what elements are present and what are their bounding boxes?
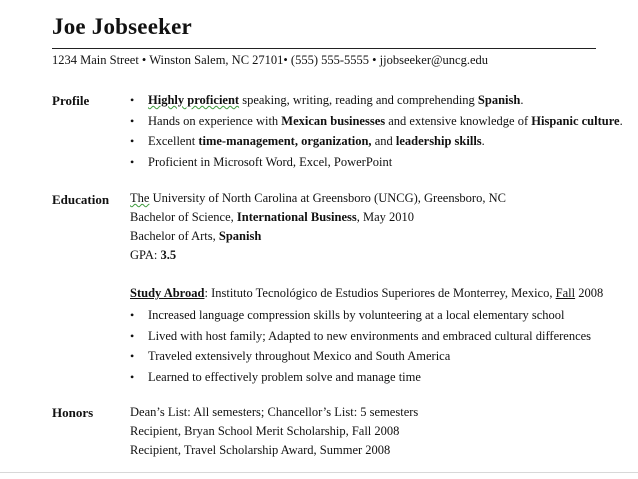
bullet-icon: • (130, 308, 135, 322)
profile-item-text: . (619, 113, 623, 128)
education-school-name: University of North Carolina at Greensboro (UNCG), Greensboro, NC (149, 191, 506, 205)
study-abroad-item (130, 305, 591, 326)
degree-major: International Business (236, 210, 357, 224)
page-bottom-edge (0, 472, 638, 473)
section-title-education: Education (52, 192, 110, 207)
gpa-label: GPA: (130, 248, 161, 262)
degree-text: Bachelor of Arts, (130, 229, 219, 243)
study-abroad-item-text: Learned to effectively problem solve and manage time (148, 370, 421, 385)
profile-item-emphasis: Mexican businesses (281, 113, 386, 128)
profile-item (130, 152, 623, 173)
study-abroad-item-text: Lived with host family; Adapted to new environments and embraced cultural differences (148, 328, 592, 343)
study-abroad-item-text: Traveled extensively throughout Mexico and South America (148, 349, 451, 364)
degree-text: Bachelor of Science, (130, 210, 237, 224)
profile-item-text: Proficient in Microsoft Word, Excel, PowerPoint (148, 155, 393, 170)
education-school (130, 191, 506, 206)
degree-date: , May 2010 (356, 210, 415, 224)
bullet-icon: • (130, 113, 135, 128)
bullet-icon: • (130, 155, 135, 170)
bullet-icon: • (130, 328, 135, 343)
profile-list (130, 90, 623, 173)
profile-item-emphasis: Spanish (477, 93, 521, 107)
profile-item-text: . (481, 134, 485, 149)
profile-item-emphasis: Hispanic culture (531, 113, 620, 128)
section-title-honors: Honors (52, 405, 94, 420)
bullet-icon: • (130, 134, 135, 149)
bullet-icon: • (130, 370, 135, 385)
bullet-icon: • (130, 349, 135, 364)
profile-item (130, 111, 623, 132)
section-title-profile: Profile (52, 93, 90, 108)
study-abroad-term: Fall (555, 286, 576, 300)
education-school-article: The (130, 191, 150, 205)
study-abroad-heading (130, 286, 603, 301)
study-abroad-list (130, 305, 591, 388)
study-abroad-item (130, 326, 591, 347)
profile-item (130, 90, 623, 111)
education-degree-bs (130, 210, 414, 225)
honors-line: Recipient, Travel Scholarship Award, Summer 2008 (130, 443, 391, 457)
honors-line: Dean’s List: All semesters; Chancellor’s List: 5 semesters (130, 405, 419, 419)
education-degree-ba (130, 229, 261, 244)
study-abroad-label: Study Abroad (130, 286, 205, 300)
bullet-icon: • (130, 93, 135, 107)
honors-line: Recipient, Bryan School Merit Scholarship, Fall 2008 (130, 424, 400, 438)
profile-item-text: Excellent (148, 134, 199, 149)
profile-item-emphasis: Highly proficient (148, 93, 240, 107)
profile-item-text: . (520, 93, 524, 107)
study-abroad-institution: : Instituto Tecnológico de Estudios Superiores de Monterrey, Mexico, (204, 286, 556, 300)
study-abroad-item (130, 367, 591, 388)
resume-name: Joe Jobseeker (52, 14, 192, 39)
header-divider (52, 48, 596, 49)
profile-item-text: speaking, writing, reading and comprehending (239, 93, 478, 107)
degree-major: Spanish (218, 229, 262, 243)
profile-item (130, 131, 623, 152)
profile-item-emphasis: time-management, organization, (198, 134, 372, 149)
gpa-value: 3.5 (160, 248, 177, 262)
study-abroad-item (130, 346, 591, 367)
study-abroad-item-text: Increased language compression skills by volunteering at a local elementary school (148, 308, 565, 322)
profile-item-text: and (371, 134, 396, 149)
education-gpa (130, 248, 176, 263)
profile-item-text: Hands on experience with (148, 113, 282, 128)
profile-item-emphasis: leadership skills (395, 134, 482, 149)
study-abroad-year: 2008 (575, 286, 604, 300)
profile-item-text: and extensive knowledge of (385, 113, 532, 128)
contact-line: 1234 Main Street • Winston Salem, NC 27101• (555) 555-5555 • jjobseeker@uncg.edu (52, 53, 488, 67)
